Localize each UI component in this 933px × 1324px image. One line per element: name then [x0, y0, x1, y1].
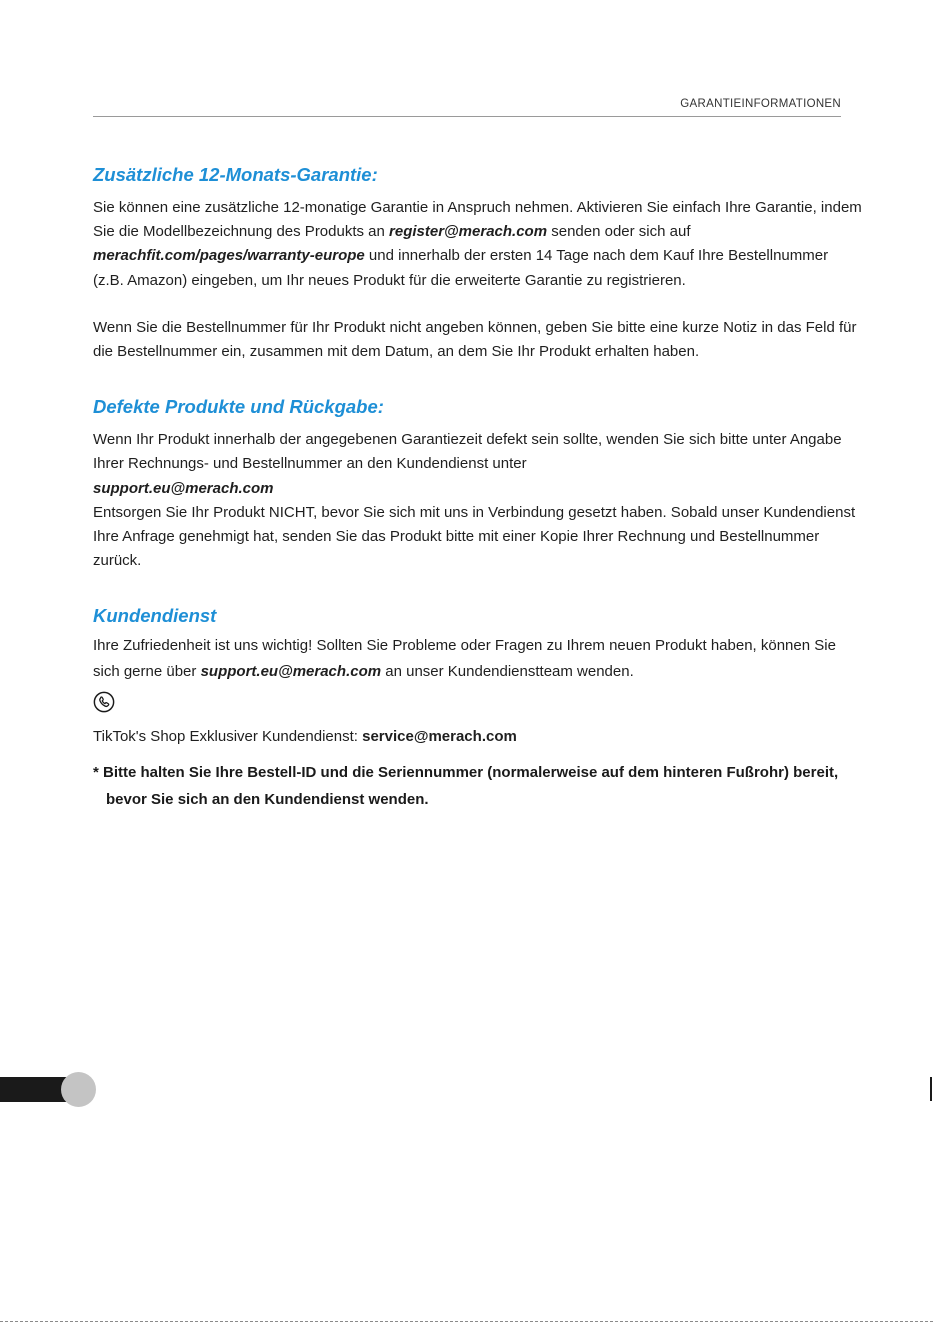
crop-mark — [930, 1077, 932, 1101]
page-header — [93, 96, 841, 117]
warranty-text-2: senden oder sich auf — [547, 223, 691, 241]
service-note: * Bitte halten Sie Ihre Bestell-ID und die Seriennummer (normalerweise auf dem hinteren Fußrohr) bereit, bevor Sie sich an den Kundendienst wenden. — [93, 763, 839, 808]
page-bottom-edge — [0, 1321, 933, 1322]
document-body — [93, 160, 863, 813]
section-title-service: Kundendienst — [93, 605, 217, 627]
warranty-link[interactable]: merachfit.com/pages/warranty-europe — [93, 247, 365, 265]
warranty-paragraph-2: Wenn Sie die Bestellnummer für Ihr Produkt nicht angeben können, geben Sie bitte eine kurze Notiz in das Feld für die Bestellnummer ein, zusammen mit dem Datum, an dem Sie Ihr Produkt erhalten haben. — [93, 318, 857, 361]
warranty-text-1: Sie können eine zusätzliche 12-monatige Garantie in Anspruch nehmen. Aktivieren Sie einfach Ihre Garantie, indem Sie die Modellbezeichnung des Produkts an — [93, 199, 862, 241]
section-title-defects: Defekte Produkte und Rückgabe: — [93, 396, 384, 418]
warranty-text-3: und innerhalb der ersten 14 Tage nach dem Kauf Ihre Bestellnummer (z.B. Amazon) eingeben, um Ihr neues Produkt für die erweiterte Garantie zu registrieren. — [93, 247, 829, 289]
spacer — [93, 364, 863, 392]
register-email[interactable]: register@merach.com — [389, 223, 548, 241]
phone-icon — [93, 691, 115, 713]
header-label: GARANTIEINFORMATIONEN — [680, 98, 841, 110]
tiktok-email[interactable]: service@merach.com — [362, 728, 517, 746]
page-number-circle — [61, 1072, 96, 1107]
tiktok-line — [93, 725, 863, 749]
spacer — [93, 713, 863, 725]
service-text-2: an unser Kundendienstteam wenden. — [381, 663, 634, 681]
service-paragraph-1 — [93, 633, 863, 685]
spacer — [93, 750, 863, 759]
spacer — [93, 293, 863, 316]
warranty-paragraph-1 — [93, 196, 863, 293]
service-text-1: Ihre Zufriedenheit ist uns wichtig! Sollten Sie Probleme oder Fragen zu Ihrem neuen Produkt haben, können Sie sich gerne über — [93, 637, 836, 681]
defects-text-1: Wenn Ihr Produkt innerhalb der angegebenen Garantiezeit defekt sein sollte, wenden Sie sich bitte unter Angabe Ihrer Rechnungs- und Bestellnummer an den Kundendienst unter — [93, 431, 842, 473]
defects-paragraph-1 — [93, 428, 863, 501]
service-support-email[interactable]: support.eu@merach.com — [200, 663, 382, 681]
section-title-warranty: Zusätzliche 12-Monats-Garantie: — [93, 164, 378, 185]
spacer — [93, 573, 863, 601]
support-email[interactable]: support.eu@merach.com — [93, 479, 274, 497]
tiktok-label: TikTok's Shop Exklusiver Kundendienst: — [93, 728, 363, 746]
defects-paragraph-2: Entsorgen Sie Ihr Produkt NICHT, bevor Sie sich mit uns in Verbindung gesetzt haben. Sobald unser Kundendienst Ihre Anfrage genehmigt hat, senden Sie das Produkt bitte mit einer Kopie Ihrer Rechnung und Bestellnummer zurück. — [93, 503, 856, 570]
